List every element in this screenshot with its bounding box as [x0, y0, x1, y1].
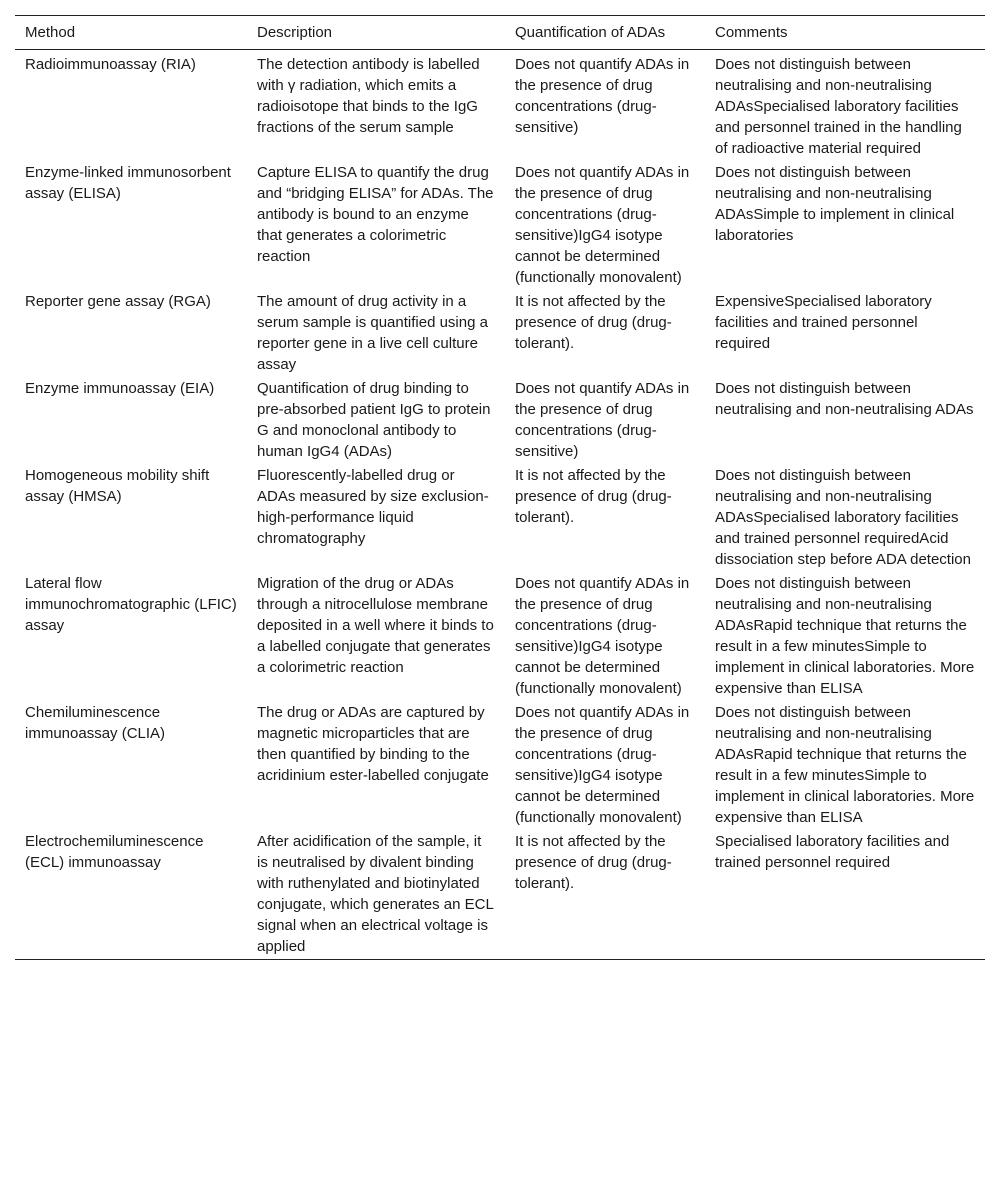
table-body: [15, 50, 985, 960]
table-row: [15, 50, 985, 160]
ada-methods-table: [15, 15, 985, 960]
cell-description: Fluorescently-labelled drug or ADAs measured by size exclusion-high-performance liquid chromatography: [257, 467, 489, 547]
cell-description: Quantification of drug binding to pre-absorbed patient IgG to protein G and monoclonal antibody to human IgG4 (ADAs): [257, 380, 491, 460]
cell-quantification: It is not affected by the presence of drug (drug-tolerant).: [505, 828, 705, 960]
cell-comments: ExpensiveSpecialised laboratory facilities and trained personnel required: [715, 293, 932, 352]
cell-method: Chemiluminescence immunoassay (CLIA): [25, 704, 166, 742]
header-description: Description: [247, 16, 505, 50]
cell-comments: Does not distinguish between neutralising and non-neutralising ADAs: [715, 380, 974, 418]
table-row: [15, 159, 985, 288]
cell-description: The amount of drug activity in a serum sample is quantified using a reporter gene in a live cell culture assay: [257, 293, 488, 373]
table-row: [15, 462, 985, 570]
header-row: [15, 16, 985, 50]
cell-method: Lateral flow immunochromatographic (LFIC) assay: [25, 575, 237, 634]
cell-comments: Specialised laboratory facilities and trained personnel required: [705, 828, 985, 960]
header-quantification: Quantification of ADAs: [505, 16, 705, 50]
table-row: [15, 375, 985, 462]
table-row: [15, 288, 985, 375]
cell-description: Capture ELISA to quantify the drug and “bridging ELISA” for ADAs. The antibody is bound to an enzyme that generates a colorimetric reaction: [257, 164, 494, 265]
cell-description: After acidification of the sample, it is neutralised by divalent binding with ruthenylated and biotinylated conjugate, which generates an ECL signal when an electrical voltage is applied: [247, 828, 505, 960]
header-method: Method: [15, 16, 247, 50]
cell-quantification: Does not quantify ADAs in the presence of drug concentrations (drug-sensitive): [515, 380, 690, 460]
cell-comments: Does not distinguish between neutralising and non-neutralising ADAsRapid technique that returns the result in a few minutesSimple to implement in clinical laboratories. More expensive than ELISA: [715, 704, 975, 826]
table-row: [15, 699, 985, 828]
cell-method: Homogeneous mobility shift assay (HMSA): [25, 467, 210, 505]
table-row: [15, 570, 985, 699]
cell-description: The drug or ADAs are captured by magnetic microparticles that are then quantified by binding to the acridinium ester-labelled conjugate: [257, 704, 489, 784]
cell-method: Enzyme immunoassay (EIA): [25, 380, 215, 397]
cell-description: The detection antibody is labelled with γ radiation, which emits a radioisotope that binds to the IgG fractions of the serum sample: [257, 56, 480, 136]
cell-quantification: Does not quantify ADAs in the presence of drug concentrations (drug-sensitive)IgG4 isotype cannot be determined (functionally monovalent): [515, 704, 690, 826]
cell-comments: Does not distinguish between neutralising and non-neutralising ADAsRapid technique that returns the result in a few minutesSimple to implement in clinical laboratories. More expensive than ELISA: [715, 575, 975, 697]
table-row: [15, 828, 985, 960]
cell-method: Enzyme-linked immunosorbent assay (ELISA): [25, 164, 231, 202]
cell-quantification: It is not affected by the presence of drug (drug-tolerant).: [515, 293, 672, 352]
cell-comments: Does not distinguish between neutralising and non-neutralising ADAsSpecialised laboratory facilities and personnel trained in the handling of radioactive material required: [715, 56, 962, 157]
cell-quantification: It is not affected by the presence of drug (drug-tolerant).: [515, 467, 672, 526]
cell-comments: Does not distinguish between neutralising and non-neutralising ADAsSimple to implement in clinical laboratories: [715, 164, 955, 244]
cell-quantification: Does not quantify ADAs in the presence of drug concentrations (drug-sensitive)IgG4 isotype cannot be determined (functionally monovalent): [515, 575, 690, 697]
cell-quantification: Does not quantify ADAs in the presence of drug concentrations (drug-sensitive): [515, 56, 690, 136]
table-container: [15, 15, 985, 960]
cell-method: Radioimmunoassay (RIA): [25, 56, 196, 73]
cell-method: Reporter gene assay (RGA): [25, 293, 211, 310]
cell-method: Electrochemiluminescence (ECL) immunoassay: [15, 828, 247, 960]
header-comments: Comments: [705, 16, 985, 50]
cell-quantification: Does not quantify ADAs in the presence of drug concentrations (drug-sensitive)IgG4 isotype cannot be determined (functionally monovalent): [515, 164, 690, 286]
cell-comments: Does not distinguish between neutralising and non-neutralising ADAsSpecialised laboratory facilities and trained personnel requiredAcid dissociation step before ADA detection: [715, 467, 971, 568]
cell-description: Migration of the drug or ADAs through a nitrocellulose membrane deposited in a well where it binds to a labelled conjugate that generates a colorimetric reaction: [257, 575, 494, 676]
table-header: [15, 16, 985, 50]
